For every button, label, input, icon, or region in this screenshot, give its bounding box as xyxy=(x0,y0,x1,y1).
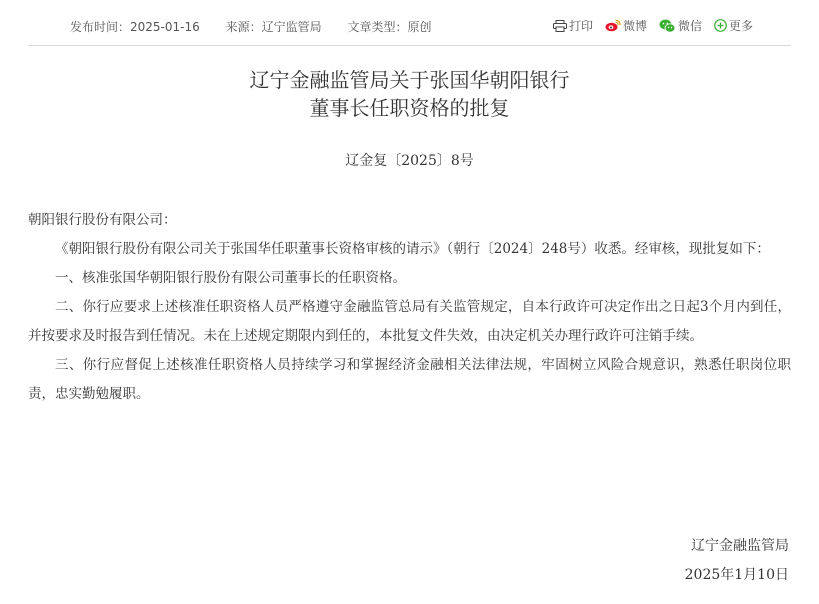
signature-date: 2025年1月10日 xyxy=(684,567,789,583)
article-meta-info xyxy=(70,18,453,35)
signature-organization: 辽宁金融监管局 xyxy=(691,538,789,554)
salutation: 朝阳银行股份有限公司： xyxy=(28,212,177,228)
weibo-icon xyxy=(605,19,621,32)
article-title-line-1: 辽宁金融监管局关于张国华朝阳银行 xyxy=(249,68,570,92)
wechat-icon xyxy=(659,19,676,33)
publish-time xyxy=(70,20,200,34)
printer-icon xyxy=(553,20,567,32)
source-value: 辽宁监管局 xyxy=(261,20,322,34)
wechat-share-button[interactable] xyxy=(659,17,702,34)
article-title-line-2: 董事长任职资格的批复 xyxy=(309,96,510,120)
body-paragraph-3: 二、你行应要求上述核准任职资格人员严格遵守金融监管总局有关监管规定，自本行政许可决定作出之日起3个月内到任，并按要求及时报告到任情况。未在上述规定期限内到任的，本批复文件失效，由决定机关办理行政许可注销手续。 xyxy=(28,299,791,344)
more-label: 更多 xyxy=(728,19,753,33)
source-label: 来源： xyxy=(225,20,262,34)
body-paragraph-1: 《朝阳银行股份有限公司关于张国华任职董事长资格审核的请示》（朝行〔2024〕248号）收悉。经审核，现批复如下： xyxy=(55,241,770,257)
doc-type-value: 原创 xyxy=(407,20,432,34)
plus-circle-icon xyxy=(714,19,727,32)
more-share-button[interactable] xyxy=(714,17,753,34)
body-paragraph-2: 一、核准张国华朝阳银行股份有限公司董事长的任职资格。 xyxy=(55,270,406,286)
doc-type-label: 文章类型： xyxy=(347,20,408,34)
weibo-label: 微博 xyxy=(622,19,647,33)
article-body xyxy=(28,206,791,409)
body-paragraph-4: 三、你行应督促上述核准任职资格人员持续学习和掌握经济金融相关法律法规，牢固树立风险合规意识，熟悉任职岗位职责，忠实勤勉履职。 xyxy=(28,357,791,402)
document-number: 辽金复〔2025〕8号 xyxy=(345,153,474,169)
print-label: 打印 xyxy=(568,19,593,33)
print-button[interactable] xyxy=(553,17,593,34)
share-toolbar xyxy=(541,17,753,34)
source xyxy=(226,20,322,34)
publish-time-label: 发布时间： xyxy=(70,20,131,34)
publish-time-value: 2025-01-16 xyxy=(130,20,200,34)
wechat-label: 微信 xyxy=(677,19,702,33)
article-meta-bar xyxy=(28,0,791,46)
weibo-share-button[interactable] xyxy=(605,17,647,34)
doc-type xyxy=(347,20,431,34)
